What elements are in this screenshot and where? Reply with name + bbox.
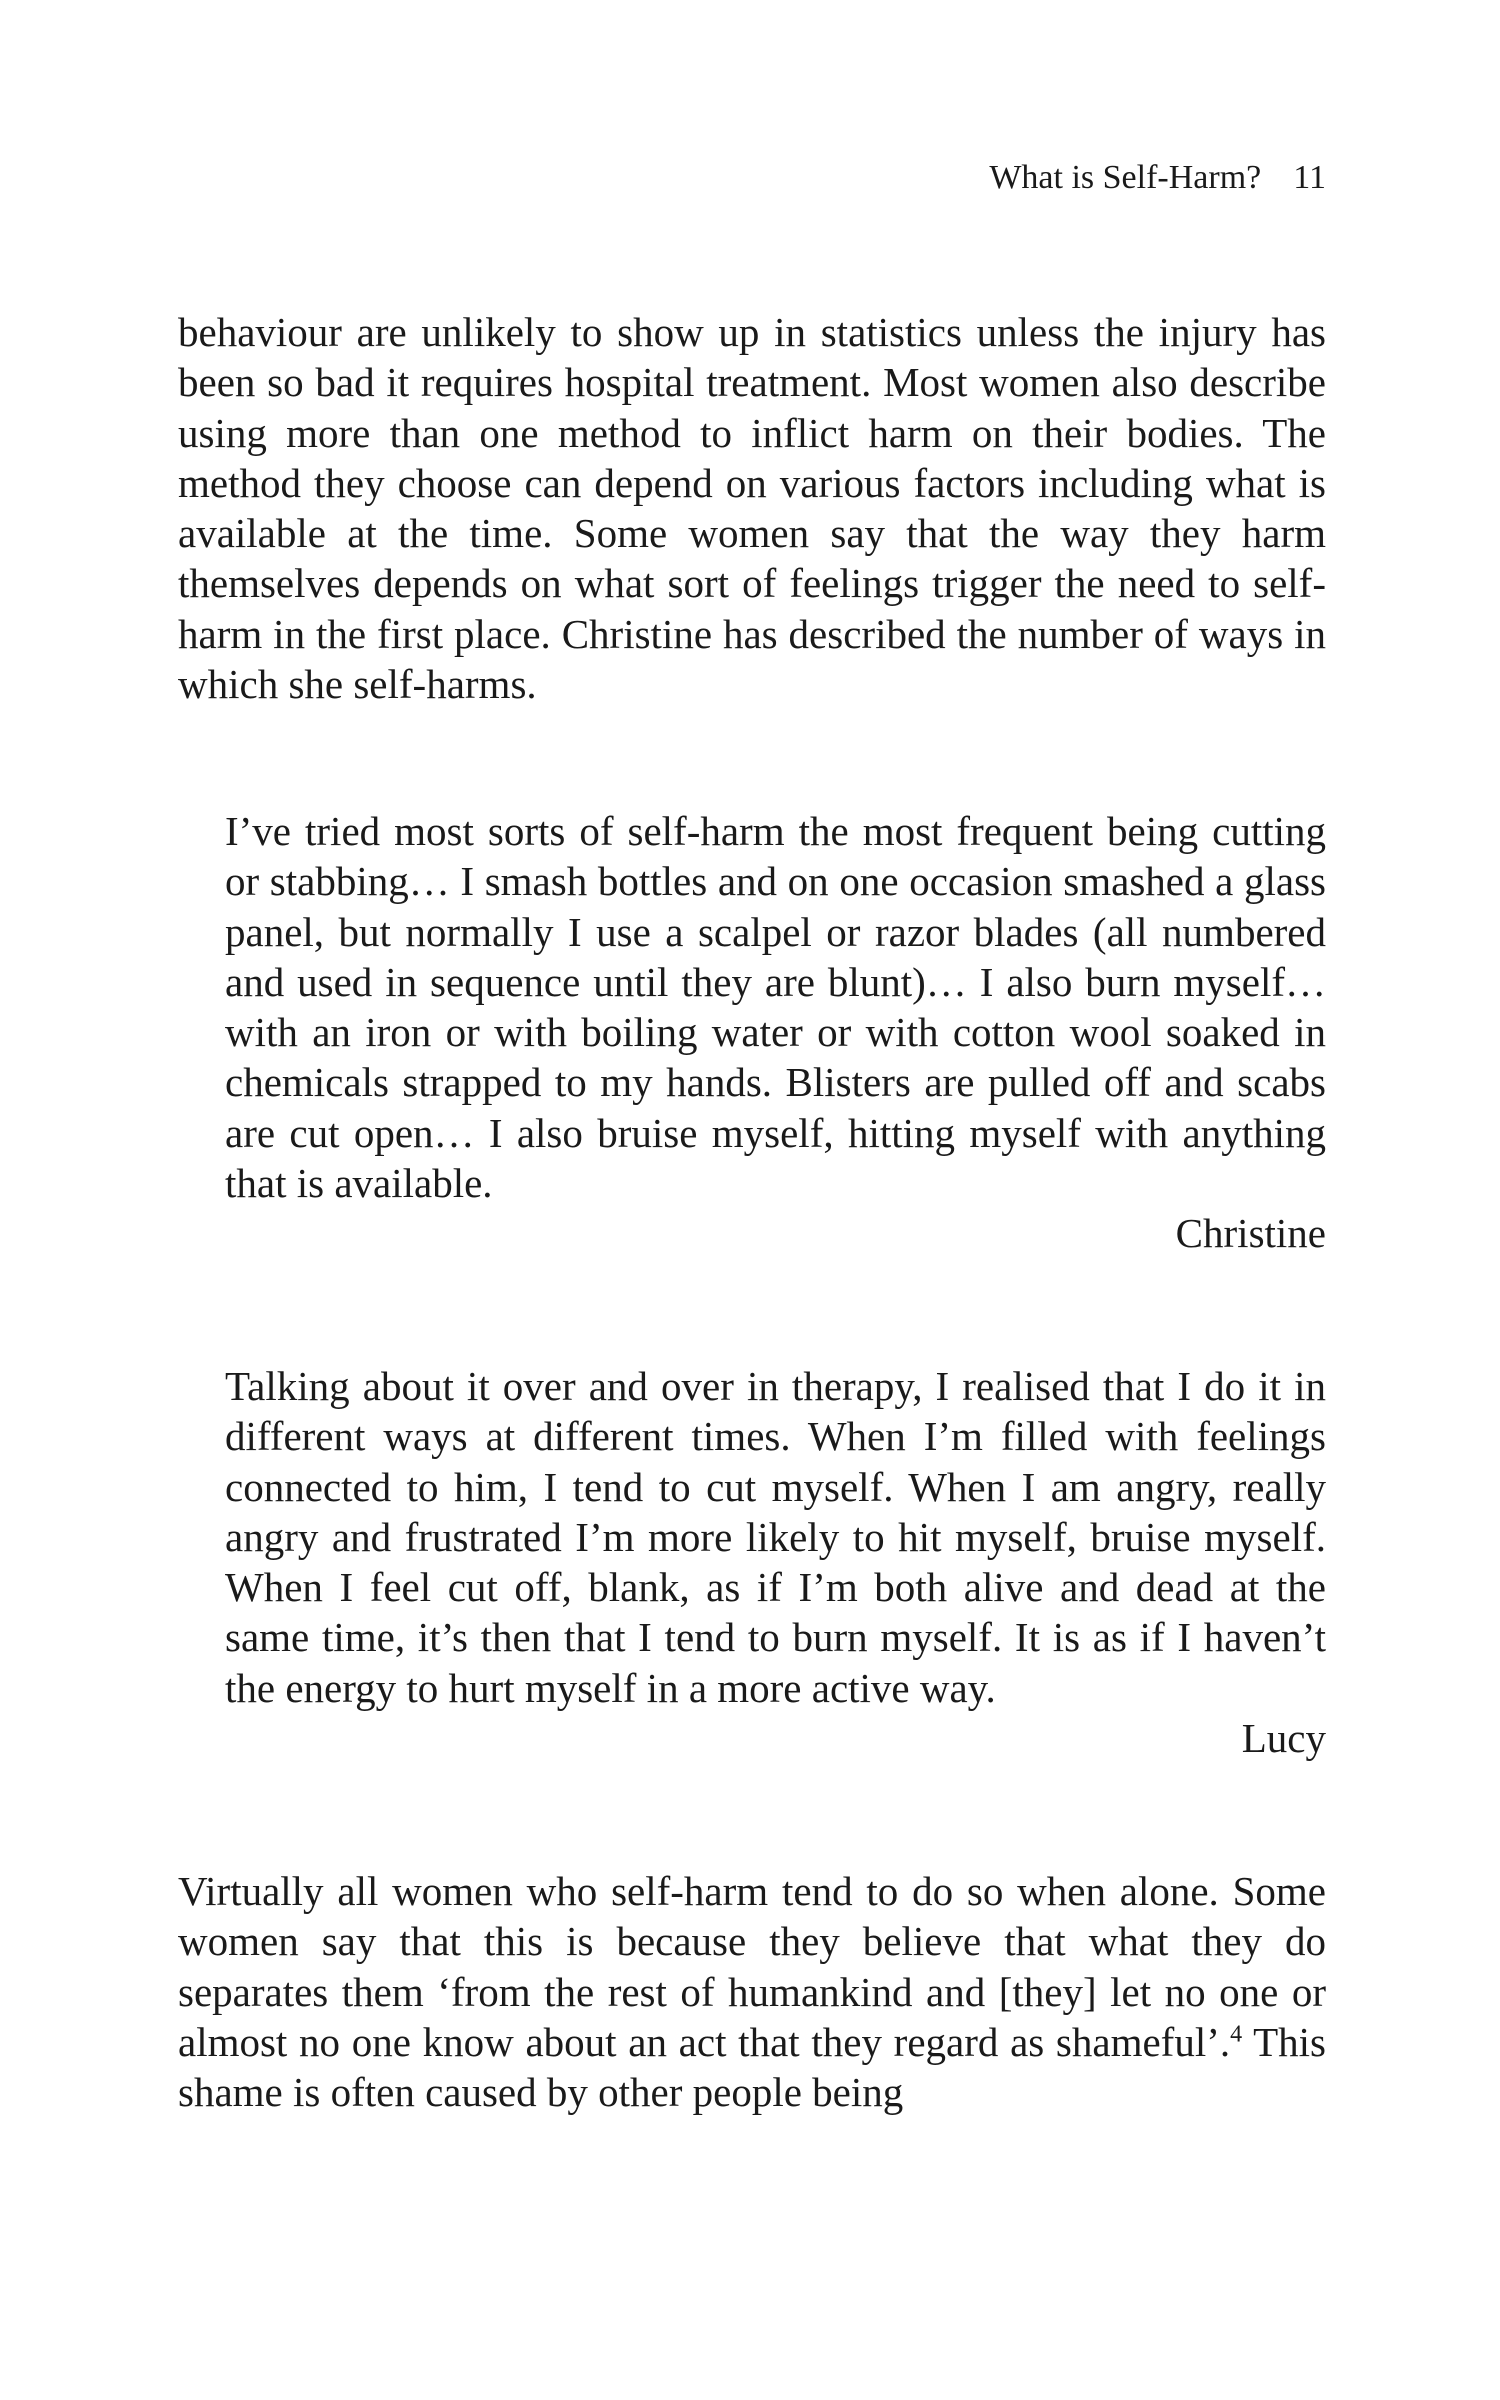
paragraph-text: Virtually all women who self-harm tend to do so when alone. Some women say that this is because they believe that what they do separates them ‘from the rest of humankind and [they] let no one or almost no one know about an act that they regard as shameful’. [178,1868,1326,2065]
quote-text: I’ve tried most sorts of self-harm the most frequent being cutting or stabbing… I smash bottles and on one occasion smashed a glass panel, but normally I use a scalpel or razor blades (all numbered and used in sequence until they are blunt)… I also burn myself… with an iron or with boiling water or with cotton wool soaked in chemicals strapped to my hands. Blisters are pulled off and scabs are cut open… I also bruise myself, hitting myself with anything that is available. [225,808,1326,1207]
quote-attribution: Lucy [1241,1715,1326,1762]
quote-attribution: Christine [1175,1210,1326,1257]
book-page [178,0,1326,2400]
paragraph-text-continued: This shame is often caused by other people being [178,2018,1327,2116]
quote-text: Talking about it over and over in therapy, I realised that I do it in different ways at different times. When I’m filled with feelings connected to him, I tend to cut myself. When I am angry, really angry and frustrated I’m more likely to hit myself, bruise myself. When I feel cut off, blank, as if I’m both alive and dead at the same time, it’s then that I tend to burn myself. It is as if I haven’t the energy to hurt myself in a more active way. [225,1363,1326,1711]
running-title: What is Self-Harm? [989,159,1262,196]
page-number: 11 [1293,159,1326,196]
body-paragraph-2 [178,1866,1326,2117]
running-header [989,158,1326,198]
footnote-marker[interactable]: 4 [1230,2021,1243,2048]
body-paragraph-1: behaviour are unlikely to show up in statistics unless the injury has been so bad it requires hospital treatment. Most women also describe using more than one method to inflict harm on their bodies. The method they choose can depend on various factors including what is available at the time. Some women say that the way they harm themselves depends on what sort of feelings trigger the need to self-harm in the first place. Christine has described the number of ways in which she self-harms. [178,309,1326,708]
block-quote-lucy [225,1361,1326,1763]
block-quote-christine [225,806,1326,1259]
